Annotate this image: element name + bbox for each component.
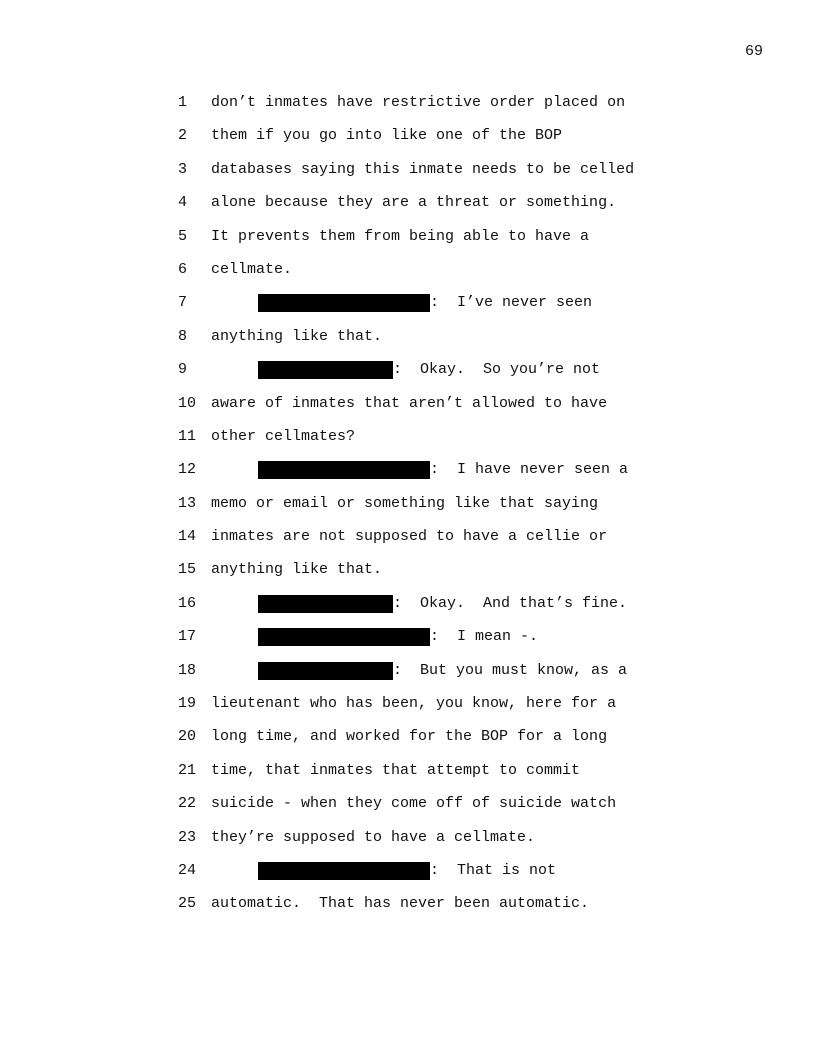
line-number: 20 (178, 728, 197, 746)
transcript-line (0, 662, 816, 695)
transcript-line (0, 895, 816, 928)
line-text: alone because they are a threat or something. (211, 194, 617, 212)
transcript-line (0, 862, 816, 895)
line-number: 19 (178, 695, 197, 713)
transcript-line (0, 361, 816, 394)
line-text: time, that inmates that attempt to commit (211, 761, 581, 779)
transcript-line (0, 795, 816, 828)
line-number: 17 (178, 628, 197, 646)
transcript-line (0, 161, 816, 194)
line-number: 7 (178, 294, 188, 312)
transcript-line (0, 395, 816, 428)
transcript-line (0, 194, 816, 227)
line-text: other cellmates? (211, 427, 356, 445)
line-number: 25 (178, 895, 197, 913)
transcript-line (0, 261, 816, 294)
transcript-line (0, 628, 816, 661)
transcript-line (0, 127, 816, 160)
line-number: 1 (178, 94, 188, 111)
line-number: 8 (178, 327, 188, 345)
line-text: them if you go into like one of the BOP (211, 127, 563, 145)
line-number: 15 (178, 561, 197, 579)
line-number: 18 (178, 661, 197, 679)
speaker-turn (258, 294, 592, 312)
page-number: 69 (744, 43, 763, 60)
line-number: 3 (178, 160, 188, 178)
transcript-line (0, 561, 816, 594)
line-text: anything like that. (211, 561, 383, 579)
line-number: 6 (178, 260, 188, 278)
line-number: 16 (178, 594, 197, 612)
line-text: : Okay. So you’re not (393, 361, 601, 379)
transcript-line (0, 328, 816, 361)
line-number: 10 (178, 394, 197, 412)
line-text: lieutenant who has been, you know, here for a (211, 695, 617, 713)
transcript-line (0, 595, 816, 628)
transcript-line (0, 294, 816, 327)
line-number: 9 (178, 361, 188, 379)
line-text: don’t inmates have restrictive order placed on (211, 94, 626, 111)
line-text: databases saying this inmate needs to be celled (211, 160, 635, 178)
transcript-line (0, 461, 816, 494)
speaker-turn (258, 595, 627, 613)
line-text: cellmate. (211, 260, 293, 278)
line-number: 13 (178, 494, 197, 512)
redaction-bar (258, 461, 430, 479)
redaction-bar (258, 628, 430, 646)
line-text: : Okay. And that’s fine. (393, 594, 628, 612)
line-text: : I mean -. (430, 628, 539, 646)
transcript-line (0, 94, 816, 127)
line-text: memo or email or something like that saying (211, 494, 599, 512)
transcript-body (0, 94, 816, 929)
speaker-turn (258, 361, 600, 379)
speaker-turn (258, 662, 627, 680)
line-text: suicide - when they come off of suicide watch (211, 795, 617, 813)
line-number: 22 (178, 795, 197, 813)
line-number: 4 (178, 194, 188, 212)
transcript-line (0, 528, 816, 561)
redaction-bar (258, 595, 393, 613)
transcript-line (0, 728, 816, 761)
line-text: It prevents them from being able to have a (211, 227, 590, 245)
transcript-line (0, 762, 816, 795)
transcript-line (0, 829, 816, 862)
transcript-line (0, 428, 816, 461)
redaction-bar (258, 361, 393, 379)
line-number: 23 (178, 828, 197, 846)
speaker-turn (258, 461, 628, 479)
line-text: automatic. That has never been automatic. (211, 895, 590, 913)
line-text: : That is not (430, 861, 557, 879)
line-number: 11 (178, 427, 197, 445)
line-text: aware of inmates that aren’t allowed to have (211, 394, 608, 412)
transcript-line (0, 495, 816, 528)
line-text: : I’ve never seen (430, 294, 593, 312)
line-text: : I have never seen a (430, 461, 629, 479)
speaker-turn (258, 862, 556, 880)
line-text: inmates are not supposed to have a cellie or (211, 528, 608, 546)
redaction-bar (258, 294, 430, 312)
line-number: 24 (178, 861, 197, 879)
line-number: 5 (178, 227, 188, 245)
redaction-bar (258, 862, 430, 880)
line-number: 21 (178, 761, 197, 779)
line-number: 2 (178, 127, 188, 145)
line-number: 14 (178, 528, 197, 546)
transcript-line (0, 228, 816, 261)
redaction-bar (258, 662, 393, 680)
line-text: anything like that. (211, 327, 383, 345)
line-text: they’re supposed to have a cellmate. (211, 828, 536, 846)
line-text: long time, and worked for the BOP for a long (211, 728, 608, 746)
line-number: 12 (178, 461, 197, 479)
line-text: : But you must know, as a (393, 661, 628, 679)
speaker-turn (258, 628, 538, 646)
transcript-line (0, 695, 816, 728)
